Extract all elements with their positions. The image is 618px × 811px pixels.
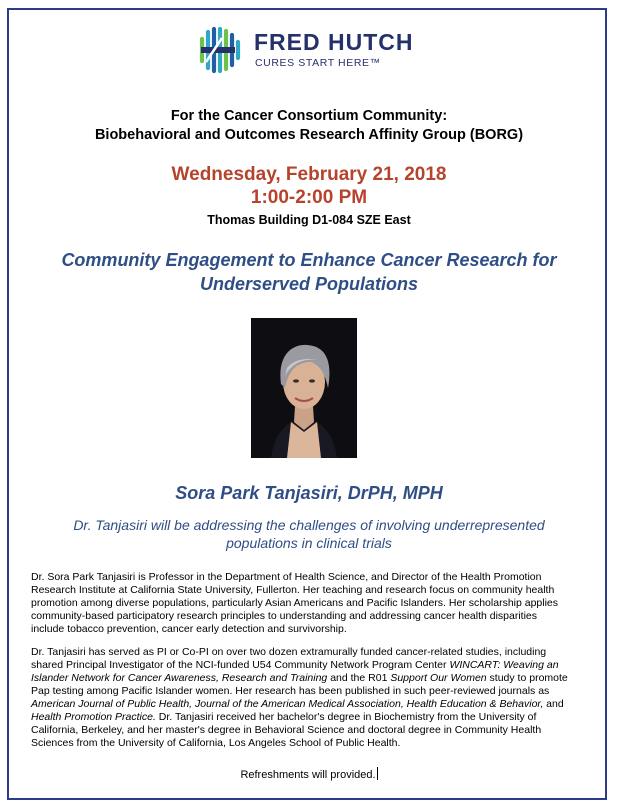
bio-p2-line: Health Promotion Practice. Dr. Tanjasiri received her bachelor's degree in Biochemistry from the University of xyxy=(31,711,537,723)
refreshments-text: Refreshments will provided. xyxy=(240,769,376,781)
bio-p1-line: promotion among diverse populations, particularly Asian Americans and Pacific Islanders. Her scholarship applies xyxy=(31,597,559,609)
speaker-portrait-image xyxy=(251,318,357,458)
bio-p2-line: Pap testing among Pacific Islander women. Her research has been published in such peer-reviewed journals as xyxy=(31,685,550,697)
event-datetime xyxy=(0,163,618,209)
talk-title-line-2: Underserved Populations xyxy=(199,274,419,294)
event-time: 1:00-2:00 PM xyxy=(250,187,368,208)
audience-line-2: Biobehavioral and Outcomes Research Affinity Group (BORG) xyxy=(94,127,524,143)
bio-p1-line: Dr. Sora Park Tanjasiri is Professor in the Department of Health Science, and Director of the Health Promotion xyxy=(31,571,542,583)
bio-p1-line: Research Institute at California State University, Fullerton. Her teaching and research focus on community health xyxy=(31,584,555,596)
speaker-topic-line-1: Dr. Tanjasiri will be addressing the challenges of involving underrepresented xyxy=(73,517,545,533)
speaker-topic xyxy=(0,516,618,552)
event-date: Wednesday, February 21, 2018 xyxy=(171,164,447,185)
event-location: Thomas Building D1-084 SZE East xyxy=(207,213,411,227)
fred-hutch-logo-mark-icon xyxy=(192,24,244,76)
bio-p2-line: Dr. Tanjasiri has served as PI or Co-PI on over two dozen extramurally funded cancer-related studies, including xyxy=(31,646,547,658)
talk-title-line-1: Community Engagement to Enhance Cancer Research for xyxy=(61,250,557,270)
speaker-name: Sora Park Tanjasiri, DrPH, MPH xyxy=(175,483,443,503)
text-cursor xyxy=(377,767,378,780)
bio-p2-line: shared Principal Investigator of the NCI-funded U54 Community Network Program Center WINCART: Weaving an xyxy=(31,659,559,671)
bio-p1-line: include tobacco prevention, cancer early detection and survivorship. xyxy=(31,623,347,635)
refreshments-note xyxy=(0,767,618,781)
bio-p1-line: community-based participatory research principles to understanding and addressing cancer health disparities xyxy=(31,610,538,622)
bio-p2-line: Islander Network for Cancer Awareness, Research and Training and the R01 Support Our Women study to promote xyxy=(31,672,568,684)
bio-p2-line: American Journal of Public Health, Journal of the American Medical Association, Health Education & Behavior, and xyxy=(31,698,564,710)
speaker-topic-line-2: populations in clinical trials xyxy=(226,535,392,551)
bio-p2-line: California, Berkeley, and her master's degree in Behavioral Science and doctoral degree in Community Health xyxy=(31,724,542,736)
fred-hutch-logo xyxy=(192,24,422,76)
logo-tagline: CURES START HERE™ xyxy=(255,57,381,69)
speaker-photo xyxy=(251,318,357,458)
audience-header xyxy=(0,107,618,145)
audience-line-1: For the Cancer Consortium Community: xyxy=(170,108,448,124)
bio-paragraph-1 xyxy=(31,571,587,636)
talk-title xyxy=(0,248,618,296)
bio-p2-line: Sciences from the University of California, Los Angeles School of Public Health. xyxy=(31,737,401,749)
bio-paragraph-2 xyxy=(31,646,587,750)
logo-name: FRED HUTCH xyxy=(254,29,414,55)
